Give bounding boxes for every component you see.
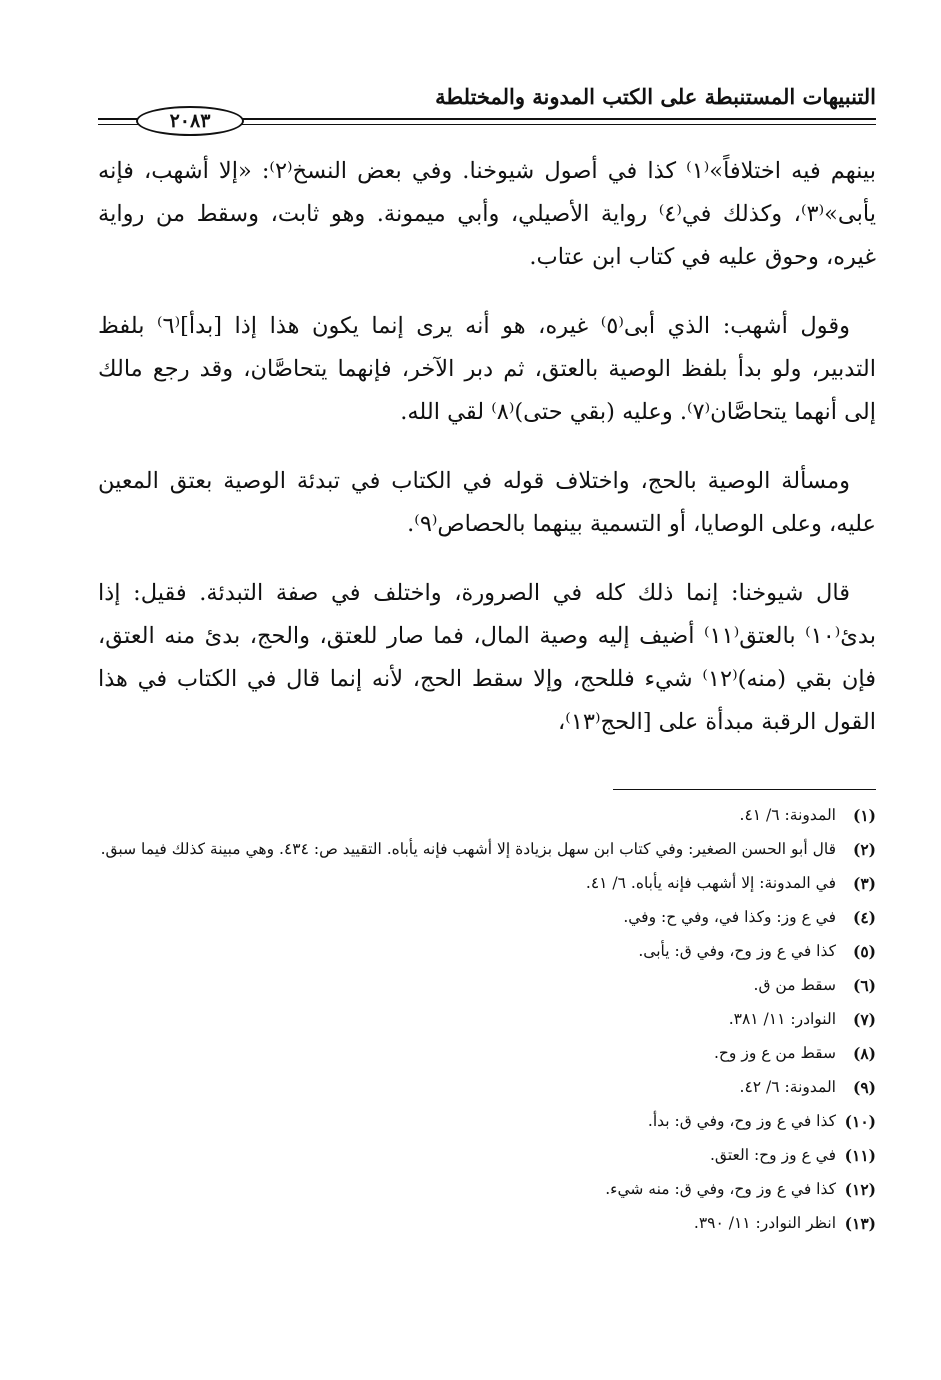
footnote-number: (٤) xyxy=(852,908,876,927)
footnote-number: (٥) xyxy=(852,942,876,961)
footnote-separator xyxy=(613,789,876,790)
footnote-text: في المدونة: إلا أشهب فإنه يأباه. ٦/ ٤١. xyxy=(585,874,836,892)
footnote xyxy=(98,901,876,935)
footnote-number: (٩) xyxy=(852,1078,876,1097)
footnote-text: المدونة: ٦/ ٤١. xyxy=(739,806,836,824)
footnote-text: النوادر: ١١/ ٣٨١. xyxy=(728,1010,836,1028)
footnote-text: سقط من ع وز وح. xyxy=(714,1044,836,1062)
footnote-text: في ع وز: وكذا في، وفي ح: وفي. xyxy=(623,908,836,926)
page-header xyxy=(98,84,876,134)
footnote xyxy=(98,969,876,1003)
footnote-number: (٦) xyxy=(852,976,876,995)
footnote-text: المدونة: ٦/ ٤٢. xyxy=(739,1078,836,1096)
paragraph: وقول أشهب: الذي أبى⁽٥⁾ غيره، هو أنه يرى إنما يكون هذا إذا [بدأ]⁽٦⁾ بلفظ التدبير، ولو بدأ بلفظ الوصية بالعتق، ثم دبر الآخر، فإنهما يتحاصَّان، وقد رجع مالك إلى أنهما يتحاصَّان⁽٧⁾. وعليه (بقي حتى)⁽٨⁾ لقي الله. xyxy=(98,313,876,425)
footnote xyxy=(98,833,876,867)
footnote xyxy=(98,1037,876,1071)
footnote-number: (١٠) xyxy=(844,1112,876,1131)
footnote-text: سقط من ق. xyxy=(753,976,836,994)
footnote xyxy=(98,935,876,969)
footnote-text: انظر النوادر: ١١/ ٣٩٠. xyxy=(693,1214,836,1232)
paragraph: بينهم فيه اختلافاً»⁽١⁾ كذا في أصول شيوخنا. وفي بعض النسخ⁽٢⁾: «إلا أشهب، فإنه يأبى»⁽٣⁾، وكذلك في⁽٤⁾ رواية الأصيلي، وأبي ميمونة. وهو ثابت، وسقط من رواية غيره، وحوق عليه في كتاب ابن عتاب. xyxy=(98,158,876,270)
footnote xyxy=(98,799,876,833)
footnote xyxy=(98,1003,876,1037)
footnote-text: في ع وز وح: العتق. xyxy=(709,1146,836,1164)
footnote-number: (١٣) xyxy=(844,1214,876,1233)
footnote-number: (١١) xyxy=(844,1146,876,1165)
main-text xyxy=(98,150,876,770)
running-title: التنبيهات المستنبطة على الكتب المدونة والمختلطة xyxy=(435,84,876,109)
footnote-text: كذا في ع وز وح، وفي ق: بدأ. xyxy=(647,1112,836,1130)
footnote xyxy=(98,1071,876,1105)
footnote-text: كذا في ع وز وح، وفي ق: منه شيء. xyxy=(605,1180,836,1198)
footnote-number: (٧) xyxy=(852,1010,876,1029)
footnote xyxy=(98,1173,876,1207)
footnote xyxy=(98,867,876,901)
footnote xyxy=(98,1105,876,1139)
footnotes xyxy=(98,799,876,1241)
footnote-number: (١٢) xyxy=(844,1180,876,1199)
footnote xyxy=(98,1139,876,1173)
footnote-number: (٣) xyxy=(852,874,876,893)
footnote-number: (١) xyxy=(852,806,876,825)
footnote-number: (٨) xyxy=(852,1044,876,1063)
page-number: ٢٠٨٣ xyxy=(136,106,244,136)
footnote xyxy=(98,1207,876,1241)
footnote-text: كذا في ع وز وح، وفي ق: يأبى. xyxy=(638,942,836,960)
paragraph: قال شيوخنا: إنما ذلك كله في الصرورة، واختلف في صفة التبدئة. فقيل: إذا بدئ⁽١٠⁾ بالعتق⁽١١⁾ أضيف إليه وصية المال، فما صار للعتق، والحج، بدئ منه العتق، فإن بقي (منه)⁽١٢⁾ شيء فللحج، وإلا سقط الحج، لأنه إنما قال في الكتاب في هذا القول الرقبة مبدأة على [الحج⁽١٣⁾، xyxy=(98,580,876,735)
footnote-number: (٢) xyxy=(852,840,876,859)
paragraph: ومسألة الوصية بالحج، واختلاف قوله في الكتاب في تبدئة الوصية بعتق المعين عليه، وعلى الوصايا، أو التسمية بينهما بالحصاص⁽٩⁾. xyxy=(98,468,876,537)
footnote-text: قال أبو الحسن الصغير: وفي كتاب ابن سهل بزيادة إلا أشهب فإنه يأباه. التقييد ص: ٤٣٤. وهي مبينة كذلك فيما سبق. xyxy=(100,840,836,858)
